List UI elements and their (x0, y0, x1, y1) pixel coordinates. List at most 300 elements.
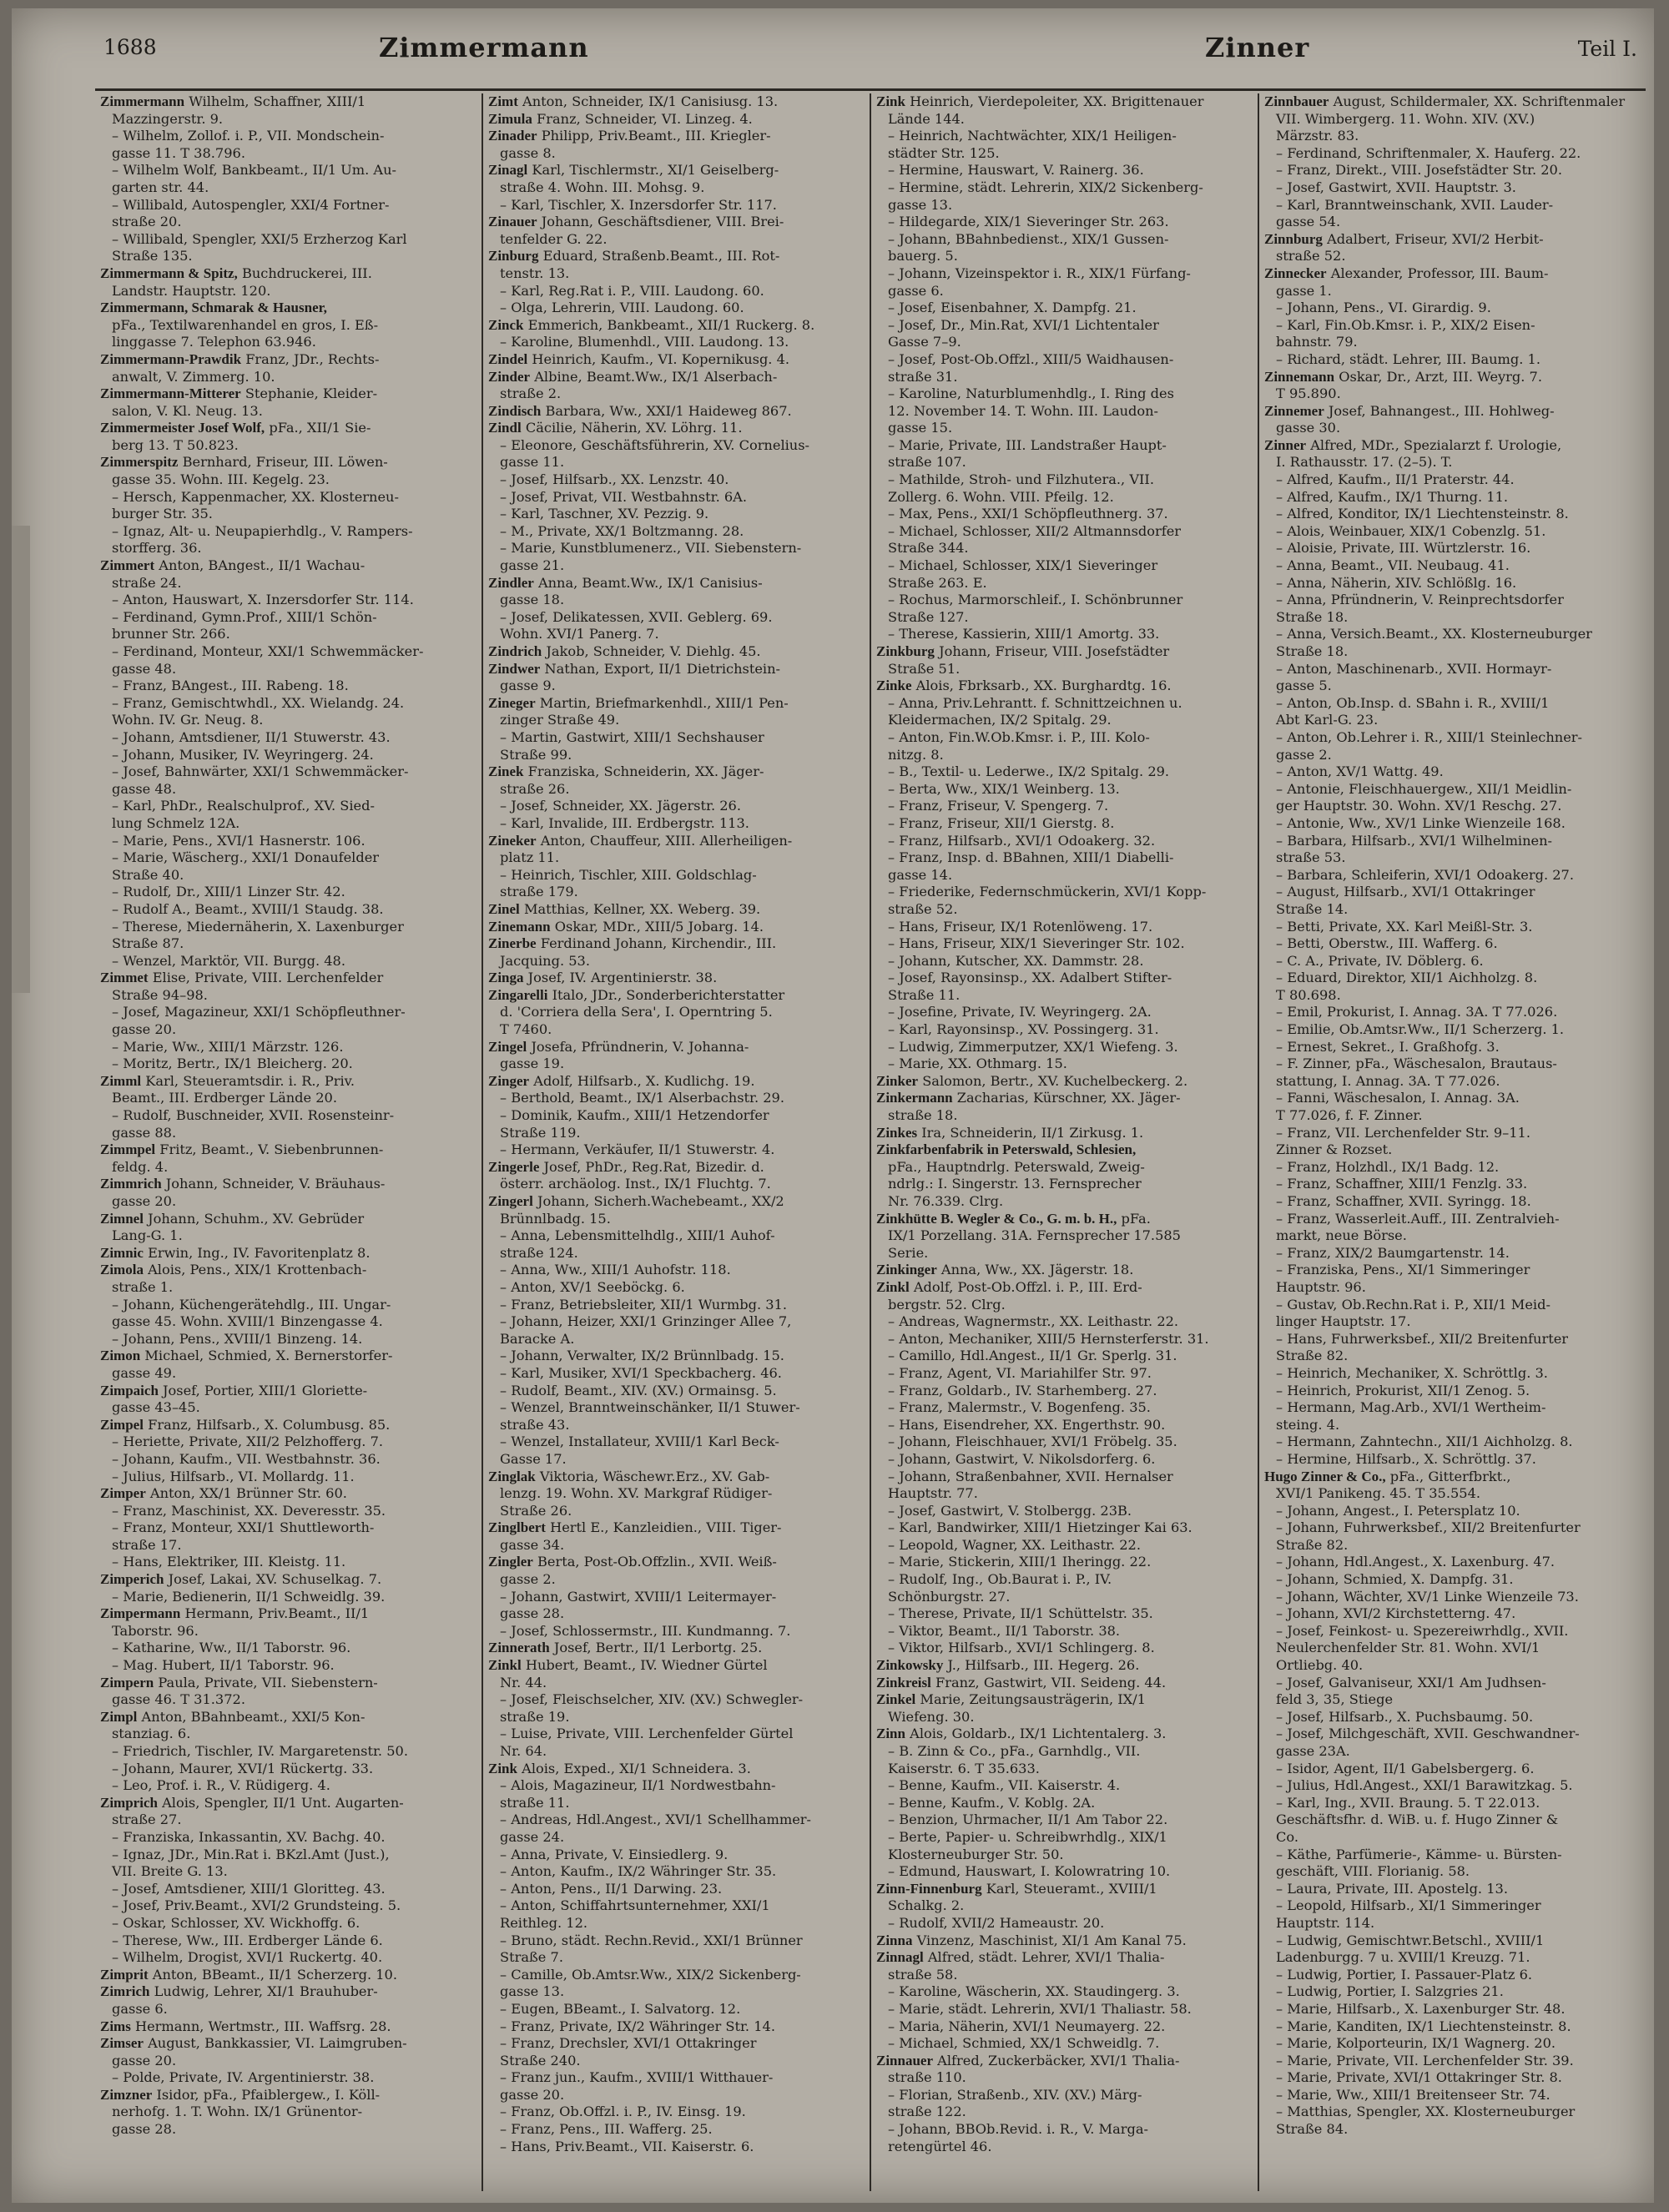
entry-surname: Zinglbert (488, 1519, 546, 1536)
entry-text: straße 17. (112, 1536, 182, 1553)
directory-entry-line (488, 2069, 865, 2087)
directory-entry-line (488, 489, 865, 506)
entry-surname: Zinkermann (876, 1090, 953, 1106)
entry-text: – Josef, Gastwirt, V. Stolbergg. 23B. (888, 1502, 1132, 1519)
entry-surname: Zineger (488, 694, 536, 711)
entry-text: – Johann, Vizeinspektor i. R., XIX/1 Fürfang- (888, 265, 1191, 281)
directory-entry-line (876, 781, 1253, 799)
entry-text: – Johann, Kutscher, XX. Dammstr. 28. (888, 952, 1144, 969)
entry-text: Zacharias, Kürschner, XX. Jäger- (952, 1090, 1181, 1106)
entry-text: – Camille, Ob.Amtsr.Ww., XIX/2 Sickenberg- (500, 1966, 801, 1983)
directory-entry-line (100, 1434, 476, 1451)
directory-entry-line (488, 1829, 865, 1847)
entry-text: Alfred, städt. Lehrer, XVI/1 Thalia- (923, 1949, 1165, 1966)
entry-text: – Anton, Mechaniker, XIII/5 Hernsterferstr. 31. (888, 1330, 1209, 1347)
entry-text: Märzstr. 83. (1276, 128, 1359, 144)
directory-entry-line (100, 1090, 476, 1107)
entry-text: – Therese, Kassierin, XIII/1 Amortg. 33. (888, 626, 1160, 642)
directory-entry-line (1264, 1485, 1641, 1503)
directory-entry-line (100, 1605, 476, 1623)
entry-text: Alois, Goldarb., IX/1 Lichtentalerg. 3. (905, 1726, 1167, 1742)
directory-entry-line (876, 369, 1253, 386)
directory-entry-line (876, 1777, 1253, 1795)
directory-entry-line (1264, 626, 1641, 643)
entry-text: straße 24. (112, 574, 182, 591)
entry-text: – Anna, Beamt., VII. Neubaug. 41. (1276, 557, 1510, 574)
directory-entry-line (488, 420, 865, 437)
entry-text: Salomon, Bertr., XV. Kuchelbeckerg. 2. (918, 1072, 1188, 1089)
entry-text: – Anton, XV/1 Seeböckg. 6. (500, 1278, 685, 1295)
entry-surname: Zinnburg (1264, 230, 1323, 247)
entry-text: Josef, Lakai, XV. Schuselkag. 7. (164, 1571, 382, 1588)
entry-surname: Zimzner (100, 2086, 153, 2103)
directory-entry-line (100, 1709, 476, 1726)
entry-text: Lang-G. 1. (112, 1227, 183, 1244)
directory-entry-line (100, 1211, 476, 1228)
entry-text: – Rudolf, Buschneider, XVII. Rosensteinr- (112, 1107, 395, 1124)
entry-text: Neulerchenfelder Str. 81. Wohn. XVI/1 (1276, 1640, 1540, 1656)
entry-text: – Wilhelm Wolf, Bankbeamt., II/1 Um. Au- (112, 162, 397, 179)
directory-entry-line (1264, 1159, 1641, 1177)
directory-entry-line (1264, 1983, 1641, 2001)
directory-entry-line (100, 162, 476, 179)
directory-entry-line (488, 1554, 865, 1571)
entry-text: gasse 43–45. (112, 1399, 200, 1416)
directory-entry-line (100, 798, 476, 815)
entry-text: Alois, Spengler, II/1 Unt. Augarten- (157, 1794, 404, 1811)
directory-entry-line (876, 231, 1253, 249)
entry-text: tenstr. 13. (500, 265, 570, 281)
directory-entry-line (876, 351, 1253, 369)
entry-text: – Franz, Wasserleit.Auff., III. Zentralvieh- (1276, 1210, 1560, 1227)
directory-entry-line (488, 300, 865, 317)
directory-entry-line (1264, 1675, 1641, 1692)
directory-entry-line (876, 1056, 1253, 1073)
entry-surname: Zindwer (488, 660, 541, 677)
entry-text: – Franz, Friseur, V. Spengerg. 7. (888, 798, 1109, 814)
directory-entry-line (100, 385, 476, 403)
entry-text: Heinrich, Kaufm., VI. Kopernikusg. 4. (527, 350, 790, 367)
entry-text: – Therese, Miedernäherin, X. Laxenburger (112, 918, 404, 935)
entry-text: straße 107. (888, 454, 966, 471)
entry-surname: Zingel (488, 1038, 527, 1055)
entry-text: – Mag. Hubert, II/1 Taborstr. 96. (112, 1657, 335, 1674)
directory-entry-line (876, 317, 1253, 335)
entry-text: – Emil, Prokurist, I. Annag. 3A. T 77.026. (1276, 1004, 1558, 1020)
entry-text: – Franz, Schaffner, XVII. Syringg. 18. (1276, 1193, 1531, 1209)
directory-entry-line (1264, 248, 1641, 265)
entry-text: – Marie, Stickerin, XIII/1 Iheringg. 22. (888, 1554, 1152, 1570)
directory-entry-line (488, 953, 865, 970)
directory-entry-line (488, 145, 865, 163)
entry-text: – Franz, Hilfsarb., XVI/1 Odoakerg. 32. (888, 832, 1156, 849)
directory-entry-line (876, 1073, 1253, 1091)
entry-surname: Zimmermeister Josef Wolf, (100, 420, 265, 436)
entry-text: Josef, Bertr., II/1 Lerbortg. 25. (549, 1640, 763, 1656)
directory-entry-line (488, 2139, 865, 2156)
entry-text: bauerg. 5. (888, 248, 958, 265)
directory-entry-line (1264, 1469, 1641, 1486)
directory-entry-line (876, 1313, 1253, 1331)
directory-entry-line (488, 1434, 865, 1451)
entry-text: – Barbara, Hilfsarb., XVI/1 Wilhelminen- (1276, 832, 1552, 849)
entry-text: – Marie, Bedienerin, II/1 Schweidlg. 39. (112, 1588, 386, 1605)
entry-text: Ferdinand Johann, Kirchendir., III. (536, 935, 777, 952)
directory-entry-line (1264, 1193, 1641, 1211)
entry-surname: Zimmermann, Schmarak & Hausner, (100, 300, 327, 316)
entry-text: – Johann, Hdl.Angest., X. Laxenburg. 47. (1276, 1554, 1556, 1570)
entry-text: August, Bankkassier, VI. Laimgruben- (143, 2035, 407, 2052)
entry-surname: Zinder (488, 368, 531, 385)
directory-entry-line (100, 231, 476, 249)
directory-entry-line (488, 626, 865, 643)
entry-text: Wohn. IV. Gr. Neug. 8. (112, 712, 264, 728)
directory-entry-line (488, 609, 865, 627)
directory-entry-line (100, 1451, 476, 1469)
entry-text: pFa., Gitterfbrkt., (1385, 1468, 1511, 1484)
entry-surname: Zimrich (100, 1983, 150, 2000)
directory-entry-line (876, 283, 1253, 300)
entry-text: – Leopold, Hilfsarb., XI/1 Simmeringer (1276, 1897, 1541, 1914)
directory-entry-line (876, 1589, 1253, 1606)
entry-text: Hertl E., Kanzleidien., VIII. Tiger- (545, 1519, 782, 1536)
directory-entry-line (488, 1847, 865, 1864)
entry-text: Josef, IV. Argentinierstr. 38. (523, 970, 718, 986)
directory-entry-line (1264, 523, 1641, 541)
directory-entry-line (488, 334, 865, 351)
entry-surname: Zinagl (488, 162, 528, 179)
entry-text: gasse 13. (500, 1983, 565, 2000)
directory-entry-line (1264, 2035, 1641, 2053)
directory-entry-line (876, 953, 1253, 970)
entry-text: – Karl, PhDr., Realschulprof., XV. Sied- (112, 798, 375, 814)
directory-entry-line (1264, 179, 1641, 197)
entry-text: Ladenburgg. 7 u. XVIII/1 Kreuzg. 71. (1276, 1949, 1530, 1966)
entry-text: – Karl, Bandwirker, XIII/1 Hietzinger Kai 63. (888, 1519, 1193, 1536)
entry-text: gasse 14. (888, 866, 953, 883)
entry-text: – Anna, Priv.Lehrantt. f. Schnittzeichnen u. (888, 694, 1182, 711)
entry-text: – Anna, Lebensmittelhdlg., XIII/1 Auhof- (500, 1227, 775, 1244)
directory-entry-line (100, 214, 476, 231)
directory-entry-line (1264, 506, 1641, 523)
directory-entry-line (1264, 93, 1641, 111)
directory-entry-line (1264, 2053, 1641, 2070)
entry-surname: Zink (876, 93, 905, 109)
directory-entry-line (100, 111, 476, 128)
directory-entry-line (100, 93, 476, 111)
entry-text: – Johann, Straßenbahner, XVII. Hernalser (888, 1468, 1173, 1484)
directory-entry-line (488, 798, 865, 815)
entry-text: Bernhard, Friseur, III. Löwen- (178, 454, 388, 471)
directory-entry-line (1264, 2087, 1641, 2104)
directory-entry-line (876, 2035, 1253, 2053)
directory-entry-line (1264, 1125, 1641, 1142)
directory-entry-line (1264, 592, 1641, 609)
entry-text: gasse 6. (888, 282, 944, 299)
entry-surname: Zinkburg (876, 643, 935, 659)
entry-text: – Ferdinand, Gymn.Prof., XIII/1 Schön- (112, 608, 377, 625)
directory-entry-line (1264, 1967, 1641, 1984)
entry-text: Adalbert, Friseur, XVI/2 Herbit- (1322, 230, 1544, 247)
directory-entry-line (488, 471, 865, 489)
entry-surname: Zink (488, 1760, 517, 1776)
entry-text: – Marie, Pens., XVI/1 Hasnerstr. 106. (112, 832, 366, 849)
directory-entry-line (488, 1761, 865, 1778)
entry-text: Alois, Fbrksarb., XX. Burghardtg. 16. (911, 678, 1172, 694)
directory-entry-line (876, 1847, 1253, 1864)
directory-entry-line (1264, 1623, 1641, 1640)
page-number: 1688 (103, 35, 157, 59)
entry-text: – Julius, Hdl.Angest., XXI/1 Barawitzkag. 5. (1276, 1777, 1573, 1794)
directory-entry-line (1264, 420, 1641, 437)
entry-text: Viktoria, Wäschewr.Erz., XV. Gab- (535, 1468, 770, 1484)
entry-text: Matthias, Kellner, XX. Weberg. 39. (519, 900, 761, 917)
entry-text: Erwin, Ing., IV. Favoritenplatz 8. (143, 1244, 371, 1261)
entry-text: Oskar, Dr., Arzt, III. Weyrg. 7. (1334, 368, 1543, 385)
entry-text: – Fanni, Wäschesalon, I. Annag. 3A. (1276, 1090, 1520, 1106)
entry-text: – Marie, Ww., XIII/1 Märzstr. 126. (112, 1038, 344, 1055)
entry-text: – Anton, Kaufm., IX/2 Währinger Str. 35. (500, 1863, 777, 1880)
entry-text: Anton, Chauffeur, XIII. Allerheiligen- (536, 832, 793, 849)
directory-entry-line (100, 1691, 476, 1709)
entry-text: Alois, Pens., XIX/1 Krottenbach- (143, 1262, 367, 1278)
entry-text: – Hans, Fuhrwerksbef., XII/2 Breitenfurter (1276, 1330, 1569, 1347)
entry-surname: Zimmet (100, 970, 149, 986)
entry-text: – Josef, Schlossermstr., III. Kundmanng. 7. (500, 1622, 791, 1639)
entry-text: garten str. 44. (112, 179, 209, 195)
directory-entry-line (100, 1811, 476, 1829)
directory-entry-line (1264, 970, 1641, 987)
entry-text: – Josef, Post-Ob.Offzl., XIII/5 Waidhausen- (888, 350, 1174, 367)
entry-text: straße 27. (112, 1811, 182, 1828)
directory-entry-line (100, 369, 476, 386)
directory-entry-line (100, 1004, 476, 1021)
entry-text: – Oskar, Schlosser, XV. Wickhoffg. 6. (112, 1914, 361, 1931)
entry-text: Taborstr. 96. (112, 1622, 199, 1639)
entry-text: – Heinrich, Nachtwächter, XIX/1 Heiligen- (888, 128, 1177, 144)
entry-text: T 7460. (500, 1021, 552, 1038)
directory-entry-line (488, 162, 865, 179)
entry-text: – Hersch, Kappenmacher, XX. Klosterneu- (112, 488, 399, 505)
entry-text: – Eduard, Direktor, XII/1 Aichholzg. 8. (1276, 970, 1538, 986)
entry-text: gasse 13. (888, 196, 953, 213)
entry-text: – Wenzel, Marktör, VII. Burgg. 48. (112, 952, 345, 969)
entry-text: gasse 2. (500, 1571, 556, 1588)
entry-text: – Franz, Malermstr., V. Bogenfeng. 35. (888, 1399, 1151, 1416)
directory-entry-line (100, 1107, 476, 1125)
entry-text: – Ludwig, Portier, I. Salzgries 21. (1276, 1983, 1504, 2000)
directory-entry-line (1264, 901, 1641, 919)
directory-entry-line (488, 970, 865, 987)
directory-entry-line (876, 111, 1253, 128)
directory-entry-line (100, 1519, 476, 1537)
directory-entry-line (876, 1554, 1253, 1571)
directory-entry-line (1264, 1383, 1641, 1400)
directory-entry-line (1264, 1537, 1641, 1554)
entry-text: Gasse 17. (500, 1450, 567, 1467)
entry-text: – Hans, Friseur, XIX/1 Sieveringer Str. 102. (888, 935, 1185, 952)
directory-entry-line (100, 2087, 476, 2104)
entry-text: Barbara, Ww., XXI/1 Haideweg 867. (541, 402, 792, 419)
entry-text: – Karoline, Naturblumenhdlg., I. Ring des (888, 385, 1174, 402)
entry-text: – Franz, Monteur, XXI/1 Shuttleworth- (112, 1519, 375, 1536)
entry-text: – Karl, Ing., XVII. Braung. 5. T 22.013. (1276, 1794, 1540, 1811)
entry-surname: Zinga (488, 970, 524, 986)
directory-entry-line (876, 471, 1253, 489)
directory-entry-line (100, 420, 476, 437)
directory-entry-line (876, 265, 1253, 283)
directory-entry-line (876, 1967, 1253, 1984)
directory-entry-line (488, 1469, 865, 1486)
entry-surname: Zimprit (100, 1966, 149, 1983)
entry-text: gasse 45. Wohn. XVIII/1 Binzengasse 4. (112, 1313, 383, 1330)
directory-entry-line (488, 1211, 865, 1228)
directory-entry-line (876, 626, 1253, 643)
entry-text: – Friedrich, Tischler, IV. Margaretenstr. 50. (112, 1743, 408, 1759)
entry-surname: Zingerle (488, 1158, 540, 1175)
directory-entry-line (1264, 1331, 1641, 1348)
directory-entry-line (1264, 1811, 1641, 1829)
directory-entry-line (876, 1451, 1253, 1469)
directory-entry-line (488, 1485, 865, 1503)
directory-entry-line (488, 1623, 865, 1640)
entry-text: – Josef, Feinkost- u. Spezereiwrhdlg., XVII. (1276, 1622, 1569, 1639)
directory-entry-line (100, 2053, 476, 2070)
directory-entry-line (488, 1279, 865, 1297)
entry-text: Elise, Private, VIII. Lerchenfelder (148, 970, 384, 986)
directory-entry-line (488, 2001, 865, 2018)
directory-entry-line (100, 1795, 476, 1812)
entry-text: – Marie, Kanditen, IX/1 Liechtensteinstr. 8. (1276, 2018, 1571, 2034)
directory-entry-line (488, 1589, 865, 1606)
entry-text: Straße 119. (500, 1124, 581, 1141)
directory-entry-line (488, 729, 865, 747)
entry-text: – Anna, Versich.Beamt., XX. Klosterneuburger (1276, 626, 1592, 642)
entry-text: – Antonie, Fleischhauergew., XII/1 Meidlin- (1276, 780, 1572, 797)
entry-surname: Zingerl (488, 1193, 533, 1209)
entry-text: Adolf, Post-Ob.Offzl. i. P., III. Erd- (909, 1278, 1142, 1295)
directory-entry-line (876, 128, 1253, 145)
entry-text: Anna, Beamt.Ww., IX/1 Canisius- (533, 574, 763, 591)
directory-entry-line (876, 1897, 1253, 1915)
entry-text: – Johann, Kaufm., VII. Westbahnstr. 36. (112, 1450, 381, 1467)
entry-surname: Zinkreisl (876, 1674, 931, 1690)
directory-entry-line (100, 643, 476, 661)
directory-entry-line (1264, 1262, 1641, 1279)
directory-entry-line (1264, 2069, 1641, 2087)
column-4 (1259, 93, 1646, 2191)
directory-entry-line (100, 1021, 476, 1039)
directory-entry-line (488, 1897, 865, 1915)
directory-entry-line (876, 833, 1253, 850)
entry-text: gasse 2. (1276, 746, 1332, 763)
directory-entry-line (1264, 867, 1641, 884)
directory-entry-line (876, 695, 1253, 713)
entry-text: straße 122. (888, 2104, 966, 2120)
entry-text: Straße 344. (888, 540, 969, 557)
entry-text: Straße 18. (1276, 608, 1349, 625)
entry-text: – Luise, Private, VIII. Lerchenfelder Gürtel (500, 1726, 794, 1742)
directory-entry-line (488, 833, 865, 850)
directory-entry-line (488, 283, 865, 300)
entry-text: – Franz, Pens., III. Wafferg. 25. (500, 2121, 713, 2138)
entry-text: – Ignaz, JDr., Min.Rat i. BKzl.Amt (Just.), (112, 1846, 390, 1862)
entry-text: gasse 46. T 31.372. (112, 1691, 245, 1708)
entry-surname: Zimser (100, 2035, 144, 2052)
directory-entry-line (488, 351, 865, 369)
entry-text: – Franz, Schaffner, XIII/1 Fenzlg. 33. (1276, 1176, 1528, 1192)
directory-entry-line (876, 540, 1253, 557)
directory-entry-line (1264, 1313, 1641, 1331)
entry-text: – Rudolf, Ing., Ob.Baurat i. P., IV. (888, 1571, 1112, 1588)
entry-text: gasse 11. (500, 454, 565, 471)
directory-entry-line (488, 1949, 865, 1967)
directory-entry-line (876, 1605, 1253, 1623)
directory-entry-line (876, 523, 1253, 541)
entry-text: – Marie, XX. Othmarg. 15. (888, 1056, 1067, 1072)
entry-text: geschäft, VIII. Florianig. 58. (1276, 1863, 1470, 1880)
directory-entry-line (1264, 1227, 1641, 1245)
directory-entry-line (100, 1967, 476, 1984)
directory-entry-line (1264, 2001, 1641, 2018)
directory-entry-line (488, 1417, 865, 1434)
entry-text: – Michael, Schmied, XX/1 Schweidlg. 7. (888, 2035, 1160, 2052)
directory-entry-line (876, 1211, 1253, 1228)
entry-text: – Ferdinand, Monteur, XXI/1 Schwemmäcker- (112, 643, 424, 659)
directory-entry-line (100, 283, 476, 300)
directory-entry-line (100, 2001, 476, 2018)
directory-entry-line (876, 1365, 1253, 1383)
entry-text: – Ludwig, Portier, I. Passauer-Platz 6. (1276, 1966, 1533, 1983)
entry-text: – Berta, Ww., XIX/1 Weinberg. 13. (888, 780, 1120, 797)
directory-entry-line (1264, 729, 1641, 747)
directory-entry-line (100, 1125, 476, 1142)
entry-text: – Josef, Magazineur, XXI/1 Schöpfleuthner- (112, 1004, 406, 1020)
entry-text: gasse 11. T 38.796. (112, 144, 245, 161)
directory-entry-line (100, 2104, 476, 2121)
directory-entry-line (100, 626, 476, 643)
directory-entry-line (1264, 1640, 1641, 1657)
directory-entry-line (876, 2053, 1253, 2070)
directory-entry-line (876, 1829, 1253, 1847)
entry-text: Nr. 44. (500, 1674, 547, 1690)
entry-text: – B. Zinn & Co., pFa., Garnhdlg., VII. (888, 1743, 1141, 1759)
entry-text: – Ignaz, Alt- u. Neupapierhdlg., V. Rampers- (112, 522, 413, 539)
entry-text: Ira, Schneiderin, II/1 Zirkusg. 1. (917, 1124, 1144, 1141)
entry-text: – Karoline, Blumenhdl., VIII. Laudong. 13. (500, 334, 789, 350)
entry-text: – Marie, Private, VII. Lerchenfelder Str. 39. (1276, 2052, 1574, 2068)
entry-text: ger Hauptstr. 30. Wohn. XV/1 Reschg. 27. (1276, 798, 1562, 814)
entry-surname: Zinn (876, 1726, 905, 1742)
entry-text: Fritz, Beamt., V. Siebenbrunnen- (155, 1141, 384, 1158)
entry-text: – Hans, Priv.Beamt., VII. Kaiserstr. 6. (500, 2138, 754, 2154)
entry-text: straße 58. (888, 1966, 958, 1983)
directory-entry-line (488, 1709, 865, 1726)
directory-entry-line (1264, 1829, 1641, 1847)
entry-text: österr. archäolog. Inst., IX/1 Fluchtg. 7. (500, 1176, 771, 1192)
entry-text: – Karl, Invalide, III. Erdbergstr. 113. (500, 814, 749, 831)
directory-entry-line (100, 489, 476, 506)
directory-entry-line (876, 334, 1253, 351)
entry-text: Straße 7. (500, 1949, 563, 1966)
entry-text: Karl, Steueramtsdir. i. R., Priv. (141, 1072, 355, 1089)
entry-surname: Zingarelli (488, 986, 548, 1003)
directory-entry-line (488, 523, 865, 541)
entry-text: – Benzion, Uhrmacher, II/1 Am Tabor 22. (888, 1811, 1168, 1828)
entry-surname: Hugo Zinner & Co., (1264, 1468, 1386, 1484)
directory-entry-line (876, 901, 1253, 919)
entry-surname: Zimpermann (100, 1605, 181, 1622)
